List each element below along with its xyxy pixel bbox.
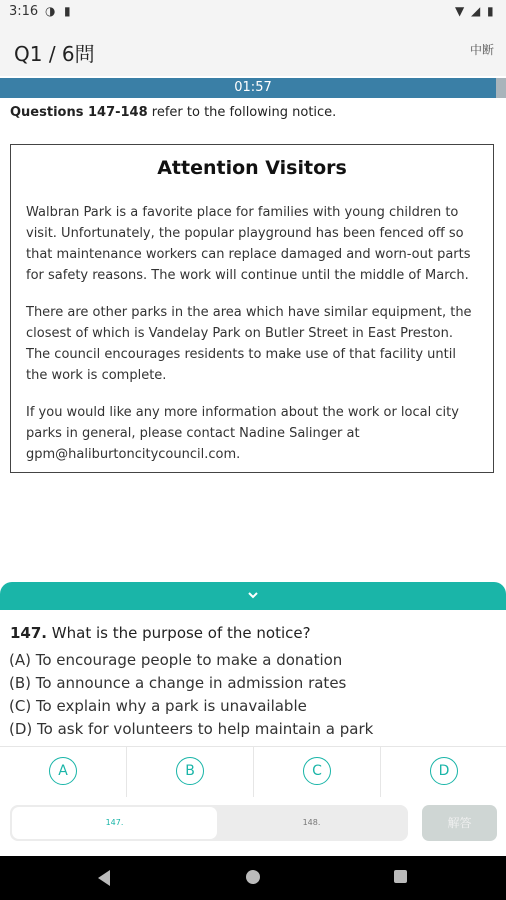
app-bar (0, 24, 506, 76)
answer-b-button[interactable] (127, 747, 254, 797)
answer-d-button[interactable] (381, 747, 506, 797)
answer-d-label: D (430, 757, 458, 785)
timer-bar (0, 78, 506, 98)
battery-icon: ▮ (487, 4, 494, 18)
answer-a-button[interactable] (0, 747, 127, 797)
tab-question-148[interactable]: 148. (302, 818, 321, 827)
page-title: Q1 / 6問 (14, 42, 95, 66)
notice-heading: Attention Visitors (157, 157, 347, 179)
system-nav-bar (0, 856, 506, 900)
answer-choices (0, 746, 506, 797)
signal-icon: ◢ (471, 4, 481, 18)
home-icon[interactable] (246, 870, 260, 884)
back-icon[interactable] (98, 870, 110, 886)
status-bar (0, 0, 506, 24)
intro-text: refer to the following notice. (147, 105, 337, 120)
question-number: 147. (10, 624, 48, 642)
option-b: (B) To announce a change in admission rates (9, 674, 347, 692)
recent-apps-icon[interactable] (394, 870, 407, 883)
quit-button[interactable]: 中断 (469, 43, 494, 57)
status-time: 3:16 (9, 4, 39, 19)
sd-card-icon: ▮ (64, 4, 71, 18)
notice-paragraph-2: There are other parks in the area which have similar equipment, the closest of which is Vandelay Park on Butler Street in East Preston. The council encourages residents to make use of that facility until the work is complete. (26, 305, 472, 383)
submit-button[interactable]: 解答 (422, 805, 497, 841)
answer-b-label: B (176, 757, 204, 785)
sync-icon: ◑ (45, 4, 56, 18)
tab-question-147[interactable]: 147. (12, 807, 217, 839)
notice-passage (10, 144, 494, 473)
timer-text: 01:57 (234, 80, 272, 95)
option-d: (D) To ask for volunteers to help maintain a park (9, 720, 374, 738)
notice-paragraph-3: If you would like any more information about the work or local city parks in general, please contact Nadine Salinger at gpm@haliburtoncitycouncil.com. (26, 405, 459, 462)
notice-paragraph-1: Walbran Park is a favorite place for families with young children to visit. Unfortunately, the popular playground has been fenced off so that maintenance workers can replace damaged and worn-out parts for safety reasons. The work will continue until the middle of March. (26, 205, 471, 283)
option-a: (A) To encourage people to make a donation (9, 651, 343, 669)
question-text (10, 624, 311, 642)
option-c: (C) To explain why a park is unavailable (9, 697, 307, 715)
question-range: Questions 147-148 (10, 105, 148, 120)
question-body: What is the purpose of the notice? (47, 624, 311, 642)
answer-c-button[interactable] (254, 747, 381, 797)
chevron-down-icon (246, 588, 260, 602)
question-switcher (10, 805, 408, 841)
answer-c-label: C (303, 757, 331, 785)
panel-toggle[interactable] (0, 582, 506, 610)
answer-a-label: A (49, 757, 77, 785)
passage-intro (10, 105, 336, 120)
wifi-icon: ▼ (455, 4, 465, 18)
